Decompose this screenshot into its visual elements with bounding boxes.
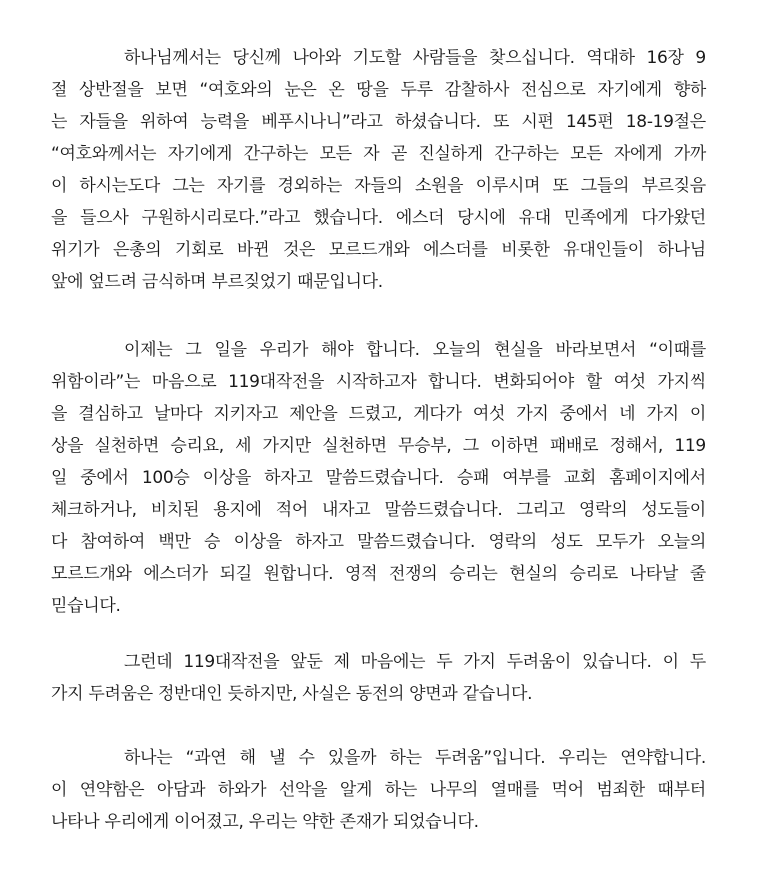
paragraph-2-line-5: 일 중에서 100승 이상을 하자고 말씀드렸습니다. 승패 여부를 교회 홈페이지에서 <box>51 468 706 488</box>
paragraph-2-line-8: 모르드개와 에스더가 되길 원합니다. 영적 전쟁의 승리는 현실의 승리로 나타날 줄 <box>51 564 706 584</box>
paragraph-1-line-8: 앞에 엎드려 금식하며 부르짖었기 때문입니다. <box>51 272 383 292</box>
paragraph-1-line-1: 하나님께서는 당신께 나아와 기도할 사람들을 찾으십니다. 역대하 16장 9 <box>124 48 706 68</box>
paragraph-2-line-9: 믿습니다. <box>51 596 121 616</box>
paragraph-1-line-3: 는 자들을 위하여 능력을 베푸시나니”라고 하셨습니다. 또 시편 145편 18-19절은 <box>51 112 706 132</box>
paragraph-1-line-6: 을 들으사 구원하시리로다.”라고 했습니다. 에스더 당시에 유대 민족에게 다가왔던 <box>51 208 706 228</box>
paragraph-2-line-4: 상을 실천하면 승리요, 세 가지만 실천하면 무승부, 그 이하면 패배로 정해서, 119 <box>51 436 706 456</box>
paragraph-1-line-2: 절 상반절을 보면 “여호와의 눈은 온 땅을 두루 감찰하사 전심으로 자기에게 향하 <box>51 80 706 100</box>
paragraph-2-line-7: 다 참여하여 백만 승 이상을 하자고 말씀드렸습니다. 영락의 성도 모두가 오늘의 <box>51 532 706 552</box>
paragraph-1-line-5: 이 하시는도다 그는 자기를 경외하는 자들의 소원을 이루시며 또 그들의 부르짖음 <box>51 176 706 196</box>
paragraph-1-line-4: “여호와께서는 자기에게 간구하는 모든 자 곧 진실하게 간구하는 모든 자에게 가까 <box>51 144 706 164</box>
paragraph-1-line-7: 위기가 은총의 기회로 바뀐 것은 모르드개와 에스더를 비롯한 유대인들이 하나님 <box>51 240 706 260</box>
paragraph-3-line-2: 가지 두려움은 정반대인 듯하지만, 사실은 동전의 양면과 같습니다. <box>51 684 533 704</box>
paragraph-4-line-1: 하나는 “과연 해 낼 수 있을까 하는 두려움”입니다. 우리는 연약합니다. <box>124 748 706 768</box>
paragraph-2-line-2: 위함이라”는 마음으로 119대작전을 시작하고자 합니다. 변화되어야 할 여섯 가지씩 <box>51 372 706 392</box>
paragraph-4-line-3: 나타나 우리에게 이어졌고, 우리는 약한 존재가 되었습니다. <box>51 812 479 832</box>
paragraph-4-line-2: 이 연약함은 아담과 하와가 선악을 알게 하는 나무의 열매를 먹어 범죄한 때부터 <box>51 780 706 800</box>
paragraph-2-line-1: 이제는 그 일을 우리가 해야 합니다. 오늘의 현실을 바라보면서 “이때를 <box>124 340 706 360</box>
paragraph-3-line-1: 그런데 119대작전을 앞둔 제 마음에는 두 가지 두려움이 있습니다. 이 두 <box>124 652 706 672</box>
paragraph-2-line-6: 체크하거나, 비치된 용지에 적어 내자고 말씀드렸습니다. 그리고 영락의 성도들이 <box>51 500 706 520</box>
paragraph-2-line-3: 을 결심하고 날마다 지키자고 제안을 드렸고, 게다가 여섯 가지 중에서 네 가지 이 <box>51 404 706 424</box>
